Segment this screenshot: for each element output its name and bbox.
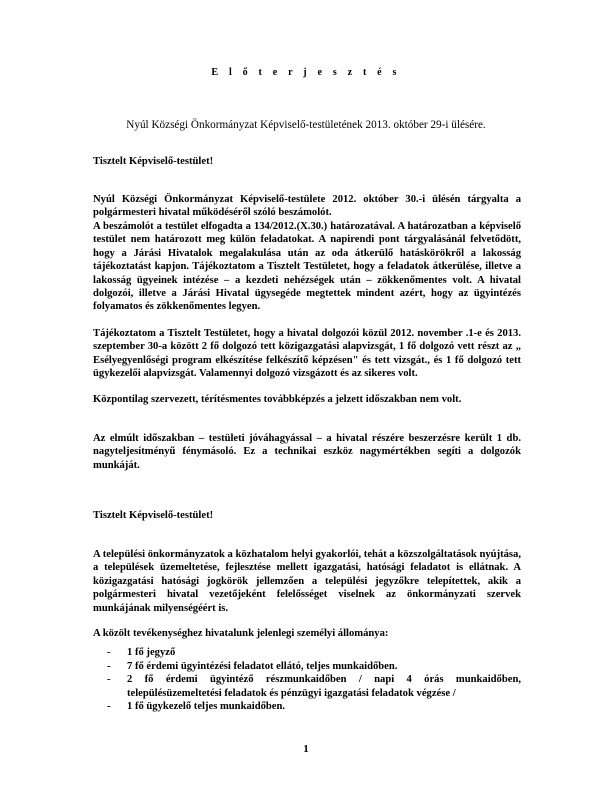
list-item-text: 2 fő érdemi ügyintéző részmunkaidőben / napi 4 órás munkaidőben, településüzemeltetési feladatok és pénzügyi igazgatási feladatok végzése / [127, 674, 521, 699]
list-item [93, 673, 521, 700]
salutation-heading-2: Tisztelt Képviselő-testület! [93, 510, 214, 521]
paragraph-3: Tájékoztatom a Tisztelt Testületet, hogy a hivatal dolgozói közül 2012. november .1-e és 2013. szeptember 30-a között 2 fő dolgozó tett közigazgatási alapvizsgát, 1 fő dolgozó vett részt az „ Esélyegyenlőségi program elkészítése felkészítő képzésen" és tett vizsgát., és 1 fő dolgozó tett ügykezelői alapvizsgát. Valamennyi dolgozó vizsgázott és az sikeres volt. [93, 328, 521, 380]
paragraph-4: Központilag szervezett, térítésmentes továbbképzés a jelzett időszakban nem volt. [93, 394, 462, 405]
list-item-text: 1 fő jegyző [127, 647, 176, 658]
paragraph-5: Az elmúlt időszakban – testületi jóváhagyással – a hivatal részére beszerzésre került 1 db. nagyteljesítményű fénymásoló. Ez a technikai eszköz nagymértékben segíti a dolgozók munkáját. [93, 433, 521, 471]
paragraph-7: A közölt tevékenységhez hivatalunk jelenlegi személyi állománya: [93, 628, 389, 639]
document-subtitle: Nyúl Községi Önkormányzat Képviselő-testületének 2013. október 29-i ülésére. [126, 119, 486, 131]
list-item [93, 700, 521, 714]
dash-bullet-icon: - [107, 660, 111, 672]
document-title: E l ő t e r j e s z t é s [211, 67, 401, 78]
paragraph-1: Nyúl Községi Önkormányzat Képviselő-testülete 2012. október 30.-i ülésén tárgyalta a polgármesteri hivatal működéséről szóló beszámolót. [93, 194, 521, 219]
page-number: 1 [303, 743, 309, 755]
dash-bullet-icon: - [107, 674, 111, 686]
list-item [93, 660, 521, 674]
list-item-text: 7 fő érdemi ügyintézési feladatot ellátó, teljes munkaidőben. [127, 660, 398, 672]
dash-bullet-icon: - [107, 701, 111, 713]
list-item-text: 1 fő ügykezelő teljes munkaidőben. [127, 701, 286, 713]
staff-list [93, 646, 521, 714]
salutation-heading-1: Tisztelt Képviselő-testület! [93, 156, 214, 167]
paragraph-2: A beszámolót a testület elfogadta a 134/2012.(X.30.) határozatával. A határozatban a képviselő testület nem határozott meg külön feladatokat. A napirendi pont tárgyalásánál felvetődött, hogy a Járási Hivatalok megalakulása után az oda átkerülő hatáskörökről a lakosság tájékoztatást kapjon. Tájékoztatom a Tisztelt Testületet, hogy a feladatok átkerülése, illetve a lakosság ügyeinek intézése – a kezdeti nehézségek után – zökkenőmentes volt. A hivatal dolgozói, illetve a Járási Hivatal ügysegéde megtettek mindent azért, hogy az ügyintézés folyamatos és zökkenőmentes legyen. [93, 221, 521, 313]
paragraph-6: A települési önkormányzatok a közhatalom helyi gyakorlói, tehát a közszolgáltatások nyújtása, a települések üzemeltetése, fejlesztése mellett igazgatási, hatósági feladatot is ellátnak. A közigazgatási hatósági jogkörök jellemzően a települési jegyzőkre telepítettek, akik a polgármesteri hivatal vezetőjeként felelősséget viselnek az önkormányzati szervek munkájának milyenségéért is. [93, 549, 521, 614]
dash-bullet-icon: - [107, 647, 111, 658]
list-item [93, 646, 521, 660]
